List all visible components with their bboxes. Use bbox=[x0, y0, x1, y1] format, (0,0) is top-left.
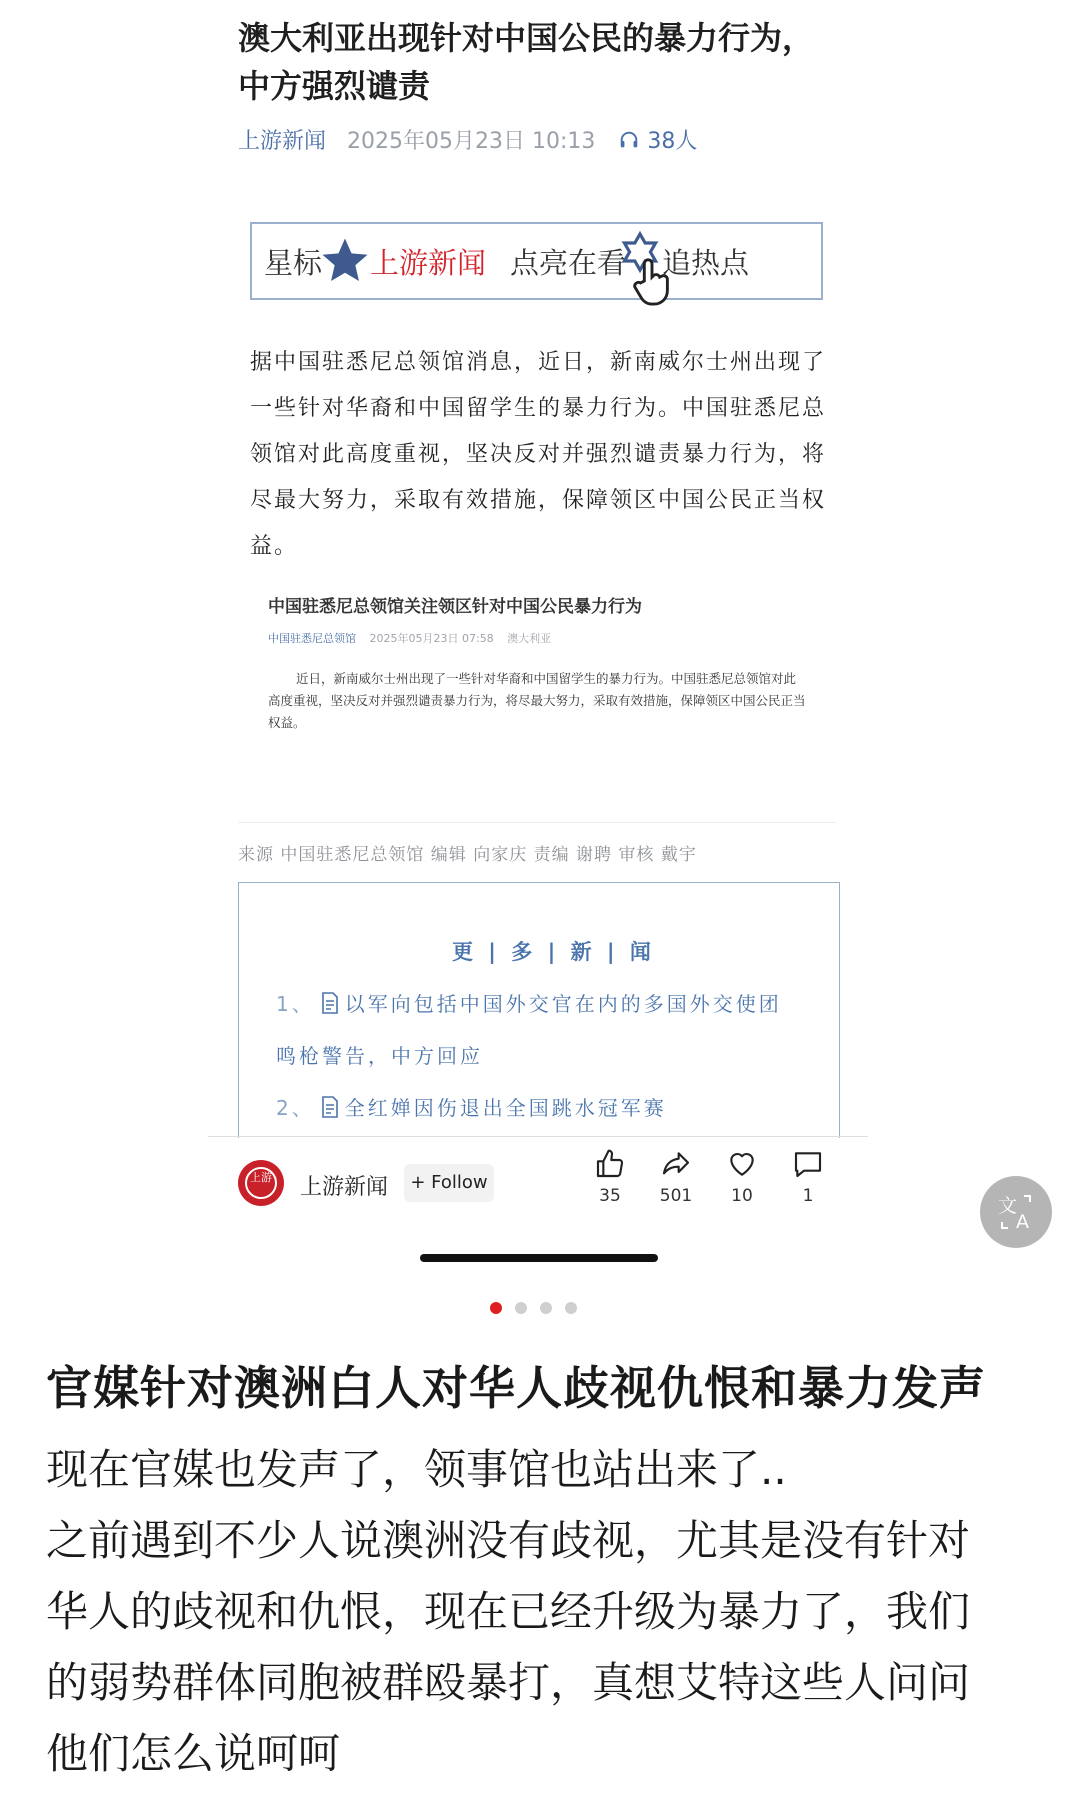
comment-icon bbox=[778, 1148, 838, 1180]
document-icon bbox=[321, 1096, 339, 1123]
favorite-count: 10 bbox=[731, 1186, 753, 1206]
screenshot-cut-line bbox=[208, 1136, 868, 1137]
more-news-item-text: 以军向包括中国外交官在内的多国外交使团 bbox=[344, 992, 782, 1016]
banner-brand: 上游新闻 bbox=[370, 246, 487, 280]
comment-count: 1 bbox=[802, 1186, 814, 1206]
more-news-item-1-cont[interactable] bbox=[276, 1040, 483, 1069]
account-name[interactable]: 上游新闻 bbox=[300, 1175, 389, 1200]
article-datetime: 2025年05月23日 10:13 bbox=[347, 129, 596, 154]
embedded-article-title: 中国驻悉尼总领馆关注领区针对中国公民暴力行为 bbox=[268, 597, 642, 617]
carousel-dot-4[interactable] bbox=[565, 1302, 577, 1314]
embedded-source: 中国驻悉尼总领馆 bbox=[268, 632, 356, 645]
article-credits: 来源 中国驻悉尼总领馆 编辑 向家庆 责编 谢聘 审核 戴宇 bbox=[238, 845, 697, 865]
post-title: 官媒针对澳洲白人对华人歧视仇恨和暴力发声 bbox=[46, 1361, 986, 1415]
embedded-article-meta bbox=[268, 630, 561, 646]
account-avatar[interactable] bbox=[238, 1160, 284, 1206]
translate-icon bbox=[994, 1190, 1038, 1238]
more-news-item-number: 1、 bbox=[276, 992, 315, 1016]
home-indicator bbox=[420, 1254, 658, 1262]
more-news-item-number: 2、 bbox=[276, 1096, 315, 1120]
share-count: 501 bbox=[659, 1186, 693, 1206]
more-news-item-text: 全红婵因伤退出全国跳水冠军赛 bbox=[344, 1096, 667, 1120]
embedded-location: 澳大利亚 bbox=[507, 632, 552, 645]
article-title: 澳大利亚出现针对中国公民的暴力行为，中方强烈谴责 bbox=[238, 19, 815, 105]
headphones-icon bbox=[618, 129, 640, 157]
thumbs-up-icon bbox=[580, 1148, 640, 1180]
like-count: 35 bbox=[599, 1186, 621, 1206]
article-paragraph: 据中国驻悉尼总领馆消息，近日，新南威尔士州出现了一些针对华裔和中国留学生的暴力行为。中国驻悉尼总领馆对此高度重视，坚决反对并强烈谴责暴力行为，将尽最大努力，采取有效措施，保障领区中国公民正当权益。 bbox=[250, 350, 827, 559]
star-icon bbox=[318, 234, 372, 292]
share-icon bbox=[646, 1148, 706, 1180]
heart-icon bbox=[712, 1148, 772, 1180]
share-action[interactable] bbox=[646, 1148, 706, 1206]
svg-text:文: 文 bbox=[998, 1195, 1018, 1217]
banner-prefix: 星标 bbox=[264, 246, 323, 280]
more-news-item-2[interactable] bbox=[276, 1092, 667, 1123]
listen-count-value: 38人 bbox=[647, 129, 698, 154]
post-body bbox=[46, 1434, 1036, 1789]
svg-text:A: A bbox=[1016, 1211, 1029, 1233]
like-action[interactable] bbox=[580, 1148, 640, 1206]
banner-suffix: 追热点 bbox=[662, 246, 750, 280]
post-line: 他们怎么说呵呵 bbox=[46, 1729, 341, 1778]
embedded-datetime: 2025年05月23日 07:58 bbox=[369, 632, 494, 645]
post-line: 之前遇到不少人说澳洲没有歧视，尤其是没有针对 bbox=[46, 1516, 971, 1565]
divider bbox=[238, 822, 836, 823]
star-follow-banner[interactable] bbox=[250, 222, 823, 300]
carousel-dot-1[interactable] bbox=[490, 1302, 502, 1314]
more-news-item-1[interactable] bbox=[276, 988, 782, 1019]
avatar-text: 上游 bbox=[250, 1171, 272, 1184]
translate-button[interactable] bbox=[980, 1176, 1052, 1248]
more-news-item-text-cont: 鸣枪警告，中方回应 bbox=[276, 1044, 483, 1068]
article-meta bbox=[238, 124, 697, 157]
banner-middle: 点亮在看 bbox=[510, 246, 627, 280]
comment-action[interactable] bbox=[778, 1148, 838, 1206]
more-news-heading: 更 | 多 | 新 | 闻 bbox=[452, 940, 655, 964]
follow-button[interactable]: + Follow bbox=[404, 1164, 494, 1202]
post-line: 华人的歧视和仇恨，现在已经升级为暴力了，我们 bbox=[46, 1587, 971, 1636]
carousel-dot-2[interactable] bbox=[515, 1302, 527, 1314]
post-line: 现在官媒也发声了，领事馆也站出来了.. bbox=[46, 1445, 787, 1494]
favorite-action[interactable] bbox=[712, 1148, 772, 1206]
document-icon bbox=[321, 992, 339, 1019]
carousel-dot-3[interactable] bbox=[540, 1302, 552, 1314]
article-source[interactable]: 上游新闻 bbox=[238, 129, 327, 154]
embedded-article-body: 近日，新南威尔士州出现了一些针对华裔和中国留学生的暴力行为。中国驻悉尼总领馆对此高度重视，坚决反对并强烈谴责暴力行为，将尽最大努力，采取有效措施，保障领区中国公民正当权益。 bbox=[268, 671, 806, 730]
post-line: 的弱势群体同胞被群殴暴打，真想艾特这些人问问 bbox=[46, 1658, 971, 1707]
listen-count[interactable] bbox=[618, 129, 697, 154]
